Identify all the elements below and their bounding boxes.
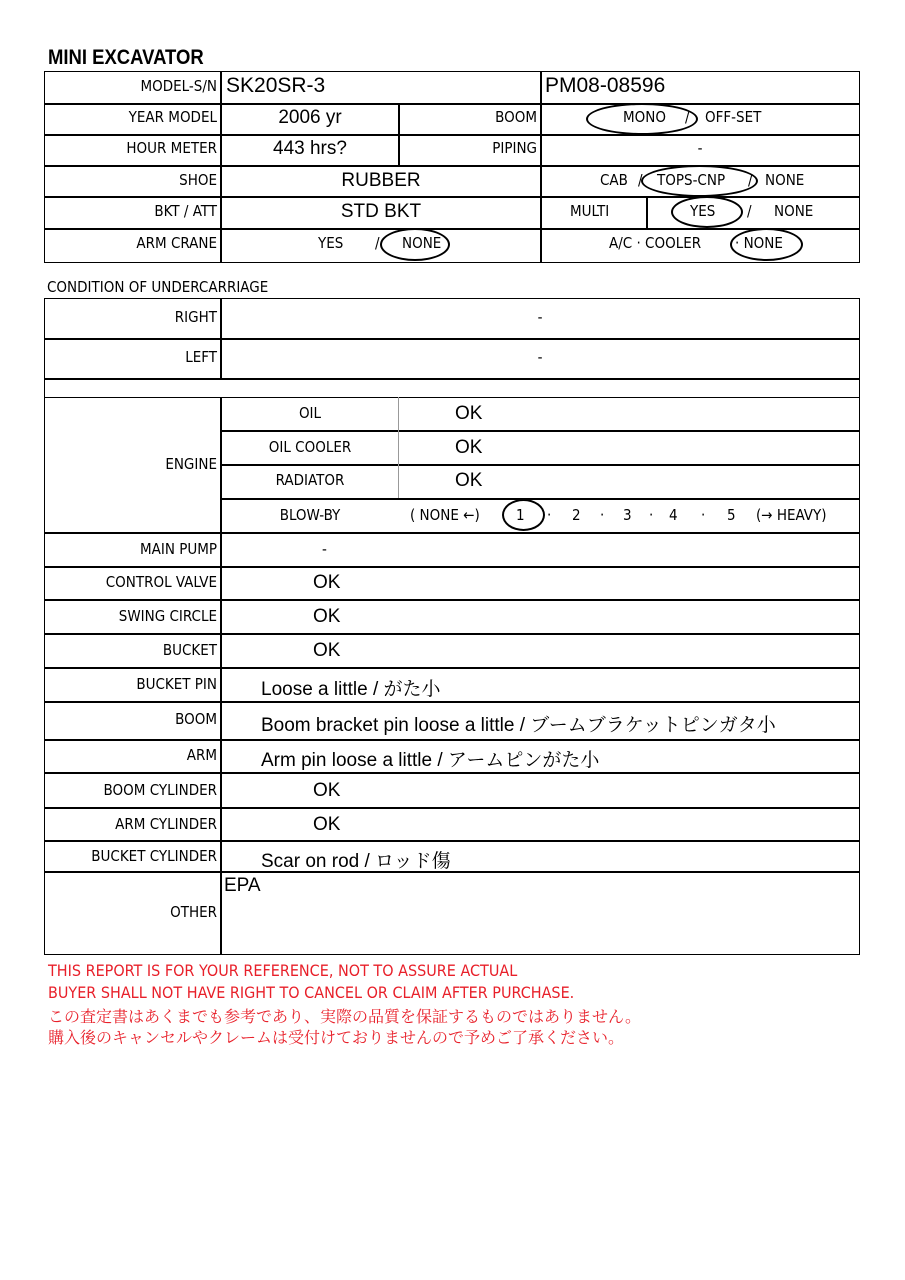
boom-condition-label: BOOM bbox=[175, 710, 217, 728]
engine-radiator-value: OK bbox=[455, 470, 483, 491]
bucket-cylinder-label: BUCKET CYLINDER bbox=[91, 847, 217, 865]
control-valve-label: CONTROL VALVE bbox=[105, 573, 217, 591]
disclaimer-line: BUYER SHALL NOT HAVE RIGHT TO CANCEL OR CLAIM AFTER PURCHASE. bbox=[48, 983, 575, 1002]
hour-meter-value: 443 hrs? bbox=[273, 138, 347, 159]
year-model-value: 2006 yr bbox=[278, 107, 342, 128]
blow-by-level-3: 3 bbox=[623, 506, 632, 524]
swing-circle-label: SWING CIRCLE bbox=[118, 607, 217, 625]
arm-label: ARM bbox=[186, 746, 217, 764]
undercarriage-left-value: - bbox=[537, 348, 543, 366]
arm-crane-option-yes: YES bbox=[318, 234, 344, 252]
disclaimer-line: この査定書はあくまでも参考であり、実際の品質を保証するものではありません。 bbox=[48, 1007, 641, 1026]
blow-by-dot: · bbox=[600, 506, 605, 524]
blow-by-dot: · bbox=[701, 506, 706, 524]
multi-option-yes: YES bbox=[690, 202, 716, 220]
arm-cylinder-value: OK bbox=[313, 814, 341, 835]
bucket-label: BUCKET bbox=[162, 641, 217, 659]
other-value: EPA bbox=[224, 875, 261, 896]
arm-crane-none-circle bbox=[380, 228, 450, 261]
cab-separator-2: / bbox=[748, 171, 753, 189]
serial-number-value: PM08-08596 bbox=[545, 74, 666, 97]
boom-option-offset: OFF-SET bbox=[705, 108, 762, 126]
swing-circle-value: OK bbox=[313, 606, 341, 627]
arm-crane-separator: / bbox=[375, 234, 380, 252]
piping-label: PIPING bbox=[492, 139, 537, 157]
ac-cooler-label: A/C · COOLER bbox=[609, 234, 702, 252]
ac-none-circle bbox=[730, 228, 803, 261]
arm-crane-label: ARM CRANE bbox=[136, 234, 217, 252]
shoe-label: SHOE bbox=[179, 171, 217, 189]
multi-option-none: NONE bbox=[774, 202, 814, 220]
bucket-pin-label: BUCKET PIN bbox=[136, 675, 217, 693]
blow-by-level-5: 5 bbox=[727, 506, 736, 524]
bucket-pin-value: Loose a little / がた小 bbox=[261, 679, 441, 700]
main-pump-value: - bbox=[322, 540, 327, 558]
blow-by-scale-start: ( NONE ←) bbox=[410, 506, 480, 524]
cab-separator-1: / bbox=[638, 171, 643, 189]
bkt-att-value: STD BKT bbox=[340, 201, 422, 222]
multi-yes-circle bbox=[671, 196, 743, 228]
engine-oil-cooler-label: OIL COOLER bbox=[268, 438, 352, 456]
model-value: SK20SR-3 bbox=[226, 74, 326, 97]
document-title: MINI EXCAVATOR bbox=[48, 46, 204, 69]
bucket-cylinder-value: Scar on rod / ロッド傷 bbox=[261, 851, 451, 872]
disclaimer-line: THIS REPORT IS FOR YOUR REFERENCE, NOT TO ASSURE ACTUAL bbox=[48, 961, 518, 980]
other-label: OTHER bbox=[170, 903, 217, 921]
engine-oil-cooler-value: OK bbox=[455, 437, 483, 458]
undercarriage-left-label: LEFT bbox=[185, 348, 217, 366]
cab-tops-circle bbox=[641, 165, 758, 197]
boom-cylinder-value: OK bbox=[313, 780, 341, 801]
engine-radiator-label: RADIATOR bbox=[275, 471, 345, 489]
blow-by-dot: · bbox=[649, 506, 654, 524]
engine-label: ENGINE bbox=[165, 455, 217, 473]
blow-by-level-1: 1 bbox=[516, 506, 525, 524]
year-model-label: YEAR MODEL bbox=[128, 108, 217, 126]
blow-by-scale-end: (→ HEAVY) bbox=[756, 506, 827, 524]
cab-option-tops-cnp: TOPS-CNP bbox=[657, 171, 726, 189]
multi-separator: / bbox=[747, 202, 752, 220]
multi-label: MULTI bbox=[570, 202, 610, 220]
blow-by-dot: · bbox=[547, 506, 552, 524]
control-valve-value: OK bbox=[313, 572, 341, 593]
bucket-value: OK bbox=[313, 640, 341, 661]
model-sn-label: MODEL-S/N bbox=[140, 77, 217, 95]
undercarriage-right-label: RIGHT bbox=[174, 308, 217, 326]
bkt-att-label: BKT / ATT bbox=[154, 202, 217, 220]
piping-value: - bbox=[697, 139, 703, 157]
arm-value: Arm pin loose a little / アームピンがた小 bbox=[261, 750, 600, 771]
undercarriage-heading: CONDITION OF UNDERCARRIAGE bbox=[47, 278, 269, 296]
boom-mono-circle bbox=[586, 103, 698, 135]
main-pump-label: MAIN PUMP bbox=[139, 540, 217, 558]
boom-condition-value: Boom bracket pin loose a little / ブームブラケットピンガタ小 bbox=[261, 715, 776, 736]
cab-option-none: NONE bbox=[765, 171, 805, 189]
engine-oil-label: OIL bbox=[298, 404, 322, 422]
boom-option-mono: MONO bbox=[623, 108, 666, 126]
disclaimer-line: 購入後のキャンセルやクレームは受付けておりませんので予めご了承ください。 bbox=[48, 1028, 625, 1047]
hour-meter-label: HOUR METER bbox=[126, 139, 217, 157]
cab-label: CAB bbox=[600, 171, 628, 189]
undercarriage-right-value: - bbox=[537, 308, 543, 326]
boom-separator: / bbox=[685, 108, 690, 126]
blow-by-level-2: 2 bbox=[572, 506, 581, 524]
engine-oil-value: OK bbox=[455, 403, 483, 424]
boom-cylinder-label: BOOM CYLINDER bbox=[103, 781, 217, 799]
shoe-value: RUBBER bbox=[341, 170, 421, 191]
blow-by-level-4: 4 bbox=[669, 506, 678, 524]
boom-type-label: BOOM bbox=[495, 108, 537, 126]
ac-cooler-option-none: · NONE bbox=[735, 234, 783, 252]
blow-by-selected-circle bbox=[502, 499, 545, 531]
engine-blow-by-label: BLOW-BY bbox=[279, 506, 341, 524]
arm-crane-option-none: NONE bbox=[402, 234, 442, 252]
arm-cylinder-label: ARM CYLINDER bbox=[115, 815, 217, 833]
